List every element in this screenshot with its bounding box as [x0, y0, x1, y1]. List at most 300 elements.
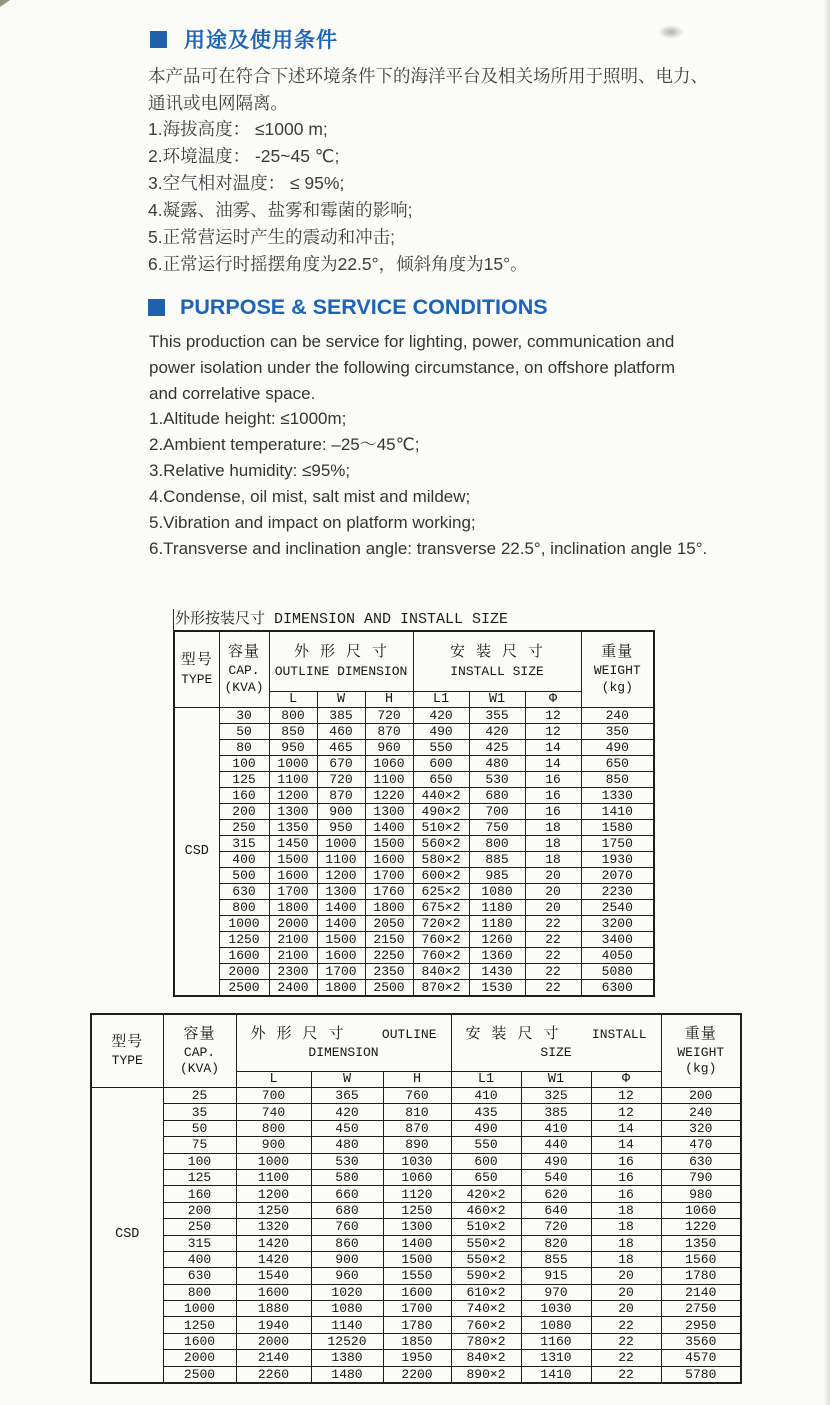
table-cell: 1600	[365, 852, 413, 868]
list-item: 4.Condense, oil mist, salt mist and mildew;	[149, 487, 471, 506]
table-cell: 35	[163, 1104, 236, 1120]
table-cell: 490	[451, 1120, 521, 1136]
dimension-table-1-section	[173, 609, 653, 997]
table-cell: 950	[269, 740, 317, 756]
list-item: 5.正常营运时产生的震动和冲击;	[148, 227, 395, 247]
table-cell: 630	[661, 1153, 741, 1169]
header-col-phi: Φ	[591, 1072, 661, 1088]
table-cell: 480	[311, 1137, 383, 1153]
table-cell: 760	[383, 1088, 451, 1104]
header-install-en2: SIZE	[540, 1045, 572, 1060]
table-cell: 1420	[236, 1251, 311, 1267]
table-cell: 2540	[581, 900, 654, 916]
table-row	[174, 724, 654, 740]
table-cell: 125	[163, 1169, 236, 1185]
table-row	[91, 1350, 741, 1366]
table-cell: 1600	[219, 948, 269, 964]
header-weight-en: WEIGHT	[677, 1044, 725, 1060]
table-cell: 720	[365, 708, 413, 724]
table-cell: 650	[413, 772, 469, 788]
table-cell: 490	[581, 740, 654, 756]
header-col-W: W	[317, 692, 365, 708]
table-cell: 640	[521, 1202, 591, 1218]
table-row	[91, 1169, 741, 1185]
table-cell: 1260	[469, 932, 525, 948]
table-row	[174, 820, 654, 836]
header-capacity-en: CAP.	[183, 1044, 216, 1060]
table-cell: 1300	[269, 804, 317, 820]
table-cell: 1480	[311, 1366, 383, 1383]
table-cell: 740×2	[451, 1301, 521, 1317]
table-cell: 1500	[269, 852, 317, 868]
table-cell: 2000	[219, 964, 269, 980]
table-cell: 385	[317, 708, 365, 724]
table-cell: 530	[469, 772, 525, 788]
table-cell: 510×2	[413, 820, 469, 836]
table-cell: 700	[469, 804, 525, 820]
table-cell: 1800	[317, 980, 365, 997]
table-cell: 1400	[317, 916, 365, 932]
table-row	[174, 852, 654, 868]
table-cell: 1000	[163, 1301, 236, 1317]
table-cell: 14	[591, 1137, 661, 1153]
table-cell: 620	[521, 1186, 591, 1202]
table-cell: 420	[311, 1104, 383, 1120]
header-col-W1: W1	[469, 692, 525, 708]
table-cell: 1000	[269, 756, 317, 772]
table-cell: 18	[591, 1251, 661, 1267]
table-cell: 1600	[236, 1284, 311, 1300]
table-cell: 12	[591, 1088, 661, 1104]
table-cell: 16	[525, 804, 581, 820]
table-cell: 4570	[661, 1350, 741, 1366]
table-cell: 14	[525, 740, 581, 756]
table-cell: 16	[591, 1186, 661, 1202]
table-cell: 1100	[365, 772, 413, 788]
table-cell: 20	[591, 1268, 661, 1284]
header-col-L1: L1	[413, 692, 469, 708]
table-body	[174, 708, 654, 997]
header-col-W1: W1	[521, 1072, 591, 1088]
table-cell: 1500	[317, 932, 365, 948]
table-row	[91, 1104, 741, 1120]
table-cell: 1000	[219, 916, 269, 932]
table-cell: 425	[469, 740, 525, 756]
table-cell: 2260	[236, 1366, 311, 1383]
table-cell: 420	[413, 708, 469, 724]
table-row	[91, 1317, 741, 1333]
table-cell: 1880	[236, 1301, 311, 1317]
table-cell: 2100	[269, 948, 317, 964]
table-row	[91, 1153, 741, 1169]
table-cell: 385	[521, 1104, 591, 1120]
table-cell: 1540	[236, 1268, 311, 1284]
table-cell: 2000	[163, 1350, 236, 1366]
table-cell: 50	[219, 724, 269, 740]
table-cell: 12520	[311, 1333, 383, 1349]
table-cell: 2150	[365, 932, 413, 948]
table-cell: 1750	[581, 836, 654, 852]
table-row	[91, 1202, 741, 1218]
table-cell: 760×2	[413, 948, 469, 964]
table-cell: 550	[451, 1137, 521, 1153]
table-cell: 860	[311, 1235, 383, 1251]
table-row	[91, 1186, 741, 1202]
table-cell: 2070	[581, 868, 654, 884]
table-cell: 480	[469, 756, 525, 772]
table-cell: 1400	[383, 1235, 451, 1251]
table-cell: 580	[311, 1169, 383, 1185]
table-row	[91, 1251, 741, 1267]
table-cell: 760×2	[413, 932, 469, 948]
table-cell: 780×2	[451, 1333, 521, 1349]
header-weight	[581, 631, 654, 708]
header-col-H: H	[365, 692, 413, 708]
table-cell: 2050	[365, 916, 413, 932]
table-cell: 22	[525, 932, 581, 948]
table-cell: 22	[591, 1317, 661, 1333]
table-cell: 670	[317, 756, 365, 772]
table-cell: 1600	[383, 1284, 451, 1300]
paragraph-line: 通讯或电网隔离。	[148, 93, 288, 113]
scan-edge-shade	[823, 0, 830, 1405]
list-item: 6.正常运行时摇摆角度为22.5°，倾斜角度为15°。	[148, 254, 528, 274]
table-cell: 440×2	[413, 788, 469, 804]
header-col-phi: Φ	[525, 692, 581, 708]
header-install-cn: 安 装 尺 寸	[450, 644, 545, 662]
table-row	[174, 756, 654, 772]
table-cell: 1850	[383, 1333, 451, 1349]
table-cell: 800	[219, 900, 269, 916]
header-outline-dimension	[269, 631, 413, 692]
table-cell: 1380	[311, 1350, 383, 1366]
table-cell: 870×2	[413, 980, 469, 997]
table-cell: 630	[219, 884, 269, 900]
table-cell: 550×2	[451, 1235, 521, 1251]
table-cell: 1140	[311, 1317, 383, 1333]
table-cell: 900	[317, 804, 365, 820]
table-cell: 420×2	[451, 1186, 521, 1202]
table-cell: 6300	[581, 980, 654, 997]
table-cell: 720×2	[413, 916, 469, 932]
table-cell: 490×2	[413, 804, 469, 820]
table-cell: 855	[521, 1251, 591, 1267]
header-type-en: TYPE	[111, 1053, 143, 1068]
table-cell: 1550	[383, 1268, 451, 1284]
table-cell: 4050	[581, 948, 654, 964]
table-cell: 885	[469, 852, 525, 868]
header-capacity-cn: 容量	[227, 644, 260, 662]
table-cell: 2500	[365, 980, 413, 997]
table-cell: 1530	[469, 980, 525, 997]
scan-artifact-smudge	[658, 25, 684, 39]
table-cell: 500	[219, 868, 269, 884]
table-cell: 800	[163, 1284, 236, 1300]
table-cell: 1350	[661, 1235, 741, 1251]
header-type-cn: 型号	[111, 1033, 144, 1051]
table-cell: 1220	[661, 1219, 741, 1235]
table-cell: 1400	[365, 820, 413, 836]
table-cell: 870	[317, 788, 365, 804]
table-cell: 870	[365, 724, 413, 740]
table-cell: 1950	[383, 1350, 451, 1366]
header-install-en: INSTALL	[591, 1026, 647, 1042]
header-type-cn: 型号	[180, 652, 213, 670]
table-cell: 240	[581, 708, 654, 724]
table-cell: 760×2	[451, 1317, 521, 1333]
table-cell: 100	[219, 756, 269, 772]
table-cell: 1080	[469, 884, 525, 900]
table-cell: 1930	[581, 852, 654, 868]
table-row	[91, 1137, 741, 1153]
table-cell: 800	[469, 836, 525, 852]
table-cell: 18	[591, 1202, 661, 1218]
table-cell: 915	[521, 1268, 591, 1284]
table-cell: 1300	[365, 804, 413, 820]
table-cell: 20	[525, 868, 581, 884]
header-outline-dimension	[236, 1014, 451, 1072]
list-item: 6.Transverse and inclination angle: transverse 22.5°, inclination angle 15°.	[149, 539, 708, 558]
header-weight-unit: (kg)	[685, 1061, 717, 1077]
header-type	[174, 631, 219, 708]
table-cell: 490	[521, 1153, 591, 1169]
type-cell: CSD	[91, 1088, 163, 1384]
table-cell: 740	[236, 1104, 311, 1120]
table-cell: 870	[383, 1120, 451, 1136]
table-row	[174, 740, 654, 756]
table-row	[174, 900, 654, 916]
table-row	[91, 1088, 741, 1104]
conditions-list-cn	[148, 116, 528, 278]
table-cell: 1780	[661, 1268, 741, 1284]
table-cell: 410	[451, 1088, 521, 1104]
table-cell: 18	[525, 820, 581, 836]
table-cell: 460×2	[451, 1202, 521, 1218]
table-cell: 22	[525, 964, 581, 980]
table-cell: 18	[591, 1235, 661, 1251]
table-cell: 5780	[661, 1366, 741, 1383]
table-cell: 600×2	[413, 868, 469, 884]
table-cell: 1360	[469, 948, 525, 964]
table-cell: 14	[591, 1120, 661, 1136]
header-weight-cn: 重量	[601, 644, 634, 662]
table-cell: 20	[525, 884, 581, 900]
table-cell: 25	[163, 1088, 236, 1104]
table-cell: 600	[413, 756, 469, 772]
table-cell: 1430	[469, 964, 525, 980]
section-title-en: PURPOSE & SERVICE CONDITIONS	[180, 295, 548, 319]
table-cell: 100	[163, 1153, 236, 1169]
table-row	[174, 948, 654, 964]
table-cell: 1450	[269, 836, 317, 852]
paragraph-line: and correlative space.	[149, 384, 316, 403]
table-cell: 2000	[236, 1333, 311, 1349]
table-cell: 1300	[383, 1219, 451, 1235]
table-cell: 580×2	[413, 852, 469, 868]
table-cell: 600	[451, 1153, 521, 1169]
table-row	[91, 1120, 741, 1136]
header-type-en: TYPE	[181, 671, 213, 687]
table-cell: 30	[219, 708, 269, 724]
table-cell: 16	[591, 1169, 661, 1185]
table-cell: 1560	[661, 1251, 741, 1267]
table-cell: 2500	[163, 1366, 236, 1383]
bullet-square-icon	[150, 31, 167, 48]
table-cell: 200	[163, 1202, 236, 1218]
table-cell: 16	[525, 788, 581, 804]
table-cell: 630	[163, 1268, 236, 1284]
table-cell: 1060	[365, 756, 413, 772]
scan-artifact-corner	[0, 0, 10, 7]
table-cell: 790	[661, 1169, 741, 1185]
table-cell: 680	[469, 788, 525, 804]
header-outline-cn: 外 形 尺 寸	[250, 1025, 345, 1043]
table-cell: 1700	[365, 868, 413, 884]
table-row	[174, 964, 654, 980]
table-cell: 1030	[521, 1301, 591, 1317]
paragraph-line: power isolation under the following circumstance, on offshore platform	[149, 358, 676, 377]
table-cell: 1250	[163, 1317, 236, 1333]
header-capacity-unit: (KVA)	[179, 1061, 219, 1077]
table-cell: 14	[525, 756, 581, 772]
table-cell: 420	[469, 724, 525, 740]
table-cell: 2350	[365, 964, 413, 980]
list-item: 3.空气相对温度： ≤ 95%;	[148, 173, 345, 193]
table-cell: 750	[469, 820, 525, 836]
table-cell: 365	[311, 1088, 383, 1104]
list-item: 1.Altitude height: ≤1000m;	[149, 409, 347, 428]
table-cell: 1160	[521, 1333, 591, 1349]
paragraph-line: This production can be service for lighting, power, communication and	[149, 332, 675, 351]
table-row	[91, 1219, 741, 1235]
table-cell: 2250	[365, 948, 413, 964]
table-cell: 810	[383, 1104, 451, 1120]
header-outline-cn: 外 形 尺 寸	[294, 644, 389, 662]
table-cell: 890×2	[451, 1366, 521, 1383]
table-cell: 1060	[661, 1202, 741, 1218]
table-cell: 1400	[317, 900, 365, 916]
table-cell: 540	[521, 1169, 591, 1185]
paragraph-cn	[148, 63, 708, 117]
table-cell: 160	[219, 788, 269, 804]
table-cell: 1250	[219, 932, 269, 948]
table-cell: 1100	[269, 772, 317, 788]
table-cell: 1600	[317, 948, 365, 964]
conditions-list-en	[149, 406, 707, 562]
table-cell: 840×2	[451, 1350, 521, 1366]
header-outline-en: OUTLINE	[381, 1026, 437, 1042]
table-cell: 2750	[661, 1301, 741, 1317]
table-cell: 660	[311, 1186, 383, 1202]
table-cell: 18	[591, 1219, 661, 1235]
table-cell: 20	[525, 900, 581, 916]
header-install-cn: 安 装 尺 寸	[465, 1025, 560, 1043]
table-cell: 22	[525, 948, 581, 964]
table-cell: 700	[236, 1088, 311, 1104]
table-cell: 900	[236, 1137, 311, 1153]
header-weight-en: WEIGHT	[593, 663, 641, 679]
dimension-table-1	[173, 630, 655, 997]
table-cell: 3200	[581, 916, 654, 932]
table-cell: 200	[219, 804, 269, 820]
table-cell: 470	[661, 1137, 741, 1153]
table-cell: 1000	[317, 836, 365, 852]
list-item: 4.凝露、油雾、盐雾和霉菌的影响;	[148, 200, 413, 220]
table-row	[174, 916, 654, 932]
header-col-W: W	[311, 1072, 383, 1088]
table-cell: 1200	[236, 1186, 311, 1202]
table-cell: 980	[661, 1186, 741, 1202]
table-cell: 22	[591, 1333, 661, 1349]
type-cell: CSD	[174, 708, 219, 997]
table-cell: 900	[311, 1251, 383, 1267]
table-cell: 2230	[581, 884, 654, 900]
table-cell: 3560	[661, 1333, 741, 1349]
table-cell: 20	[591, 1284, 661, 1300]
table-cell: 2950	[661, 1317, 741, 1333]
list-item: 5.Vibration and impact on platform working;	[149, 513, 476, 532]
table-cell: 80	[219, 740, 269, 756]
table-cell: 75	[163, 1137, 236, 1153]
paragraph-line: 本产品可在符合下述环境条件下的海洋平台及相关场所用于照明、电力、	[148, 66, 708, 86]
table-cell: 125	[219, 772, 269, 788]
table-body	[91, 1088, 741, 1384]
table-cell: 1760	[365, 884, 413, 900]
table-cell: 355	[469, 708, 525, 724]
table-cell: 1500	[383, 1251, 451, 1267]
table-cell: 320	[661, 1120, 741, 1136]
table-cell: 550×2	[451, 1251, 521, 1267]
table-cell: 490	[413, 724, 469, 740]
table-cell: 1940	[236, 1317, 311, 1333]
table-cell: 1000	[236, 1153, 311, 1169]
table-cell: 1200	[317, 868, 365, 884]
table-cell: 160	[163, 1186, 236, 1202]
table1-title: 外形按装尺寸 DIMENSION AND INSTALL SIZE	[173, 609, 653, 630]
table-cell: 2140	[236, 1350, 311, 1366]
table-cell: 1030	[383, 1153, 451, 1169]
bullet-square-icon	[148, 299, 165, 316]
dimension-table-2-section	[90, 1013, 740, 1384]
table-row	[91, 1301, 741, 1317]
table-cell: 400	[163, 1251, 236, 1267]
table-cell: 1080	[521, 1317, 591, 1333]
table-cell: 1500	[365, 836, 413, 852]
table-cell: 1220	[365, 788, 413, 804]
table-cell: 800	[269, 708, 317, 724]
table-cell: 1580	[581, 820, 654, 836]
header-capacity-en: CAP.	[228, 663, 260, 679]
table-row	[174, 868, 654, 884]
table-cell: 1700	[383, 1301, 451, 1317]
table-row	[91, 1268, 741, 1284]
table-cell: 315	[163, 1235, 236, 1251]
table-cell: 450	[311, 1120, 383, 1136]
table-cell: 5080	[581, 964, 654, 980]
table-cell: 400	[219, 852, 269, 868]
table-cell: 1200	[269, 788, 317, 804]
table-cell: 440	[521, 1137, 591, 1153]
table-cell: 2500	[219, 980, 269, 997]
table-cell: 16	[525, 772, 581, 788]
table-cell: 1800	[365, 900, 413, 916]
header-capacity	[219, 631, 269, 708]
table-cell: 960	[365, 740, 413, 756]
table-cell: 1020	[311, 1284, 383, 1300]
table-cell: 650	[581, 756, 654, 772]
table-cell: 22	[525, 980, 581, 997]
table-cell: 1600	[163, 1333, 236, 1349]
